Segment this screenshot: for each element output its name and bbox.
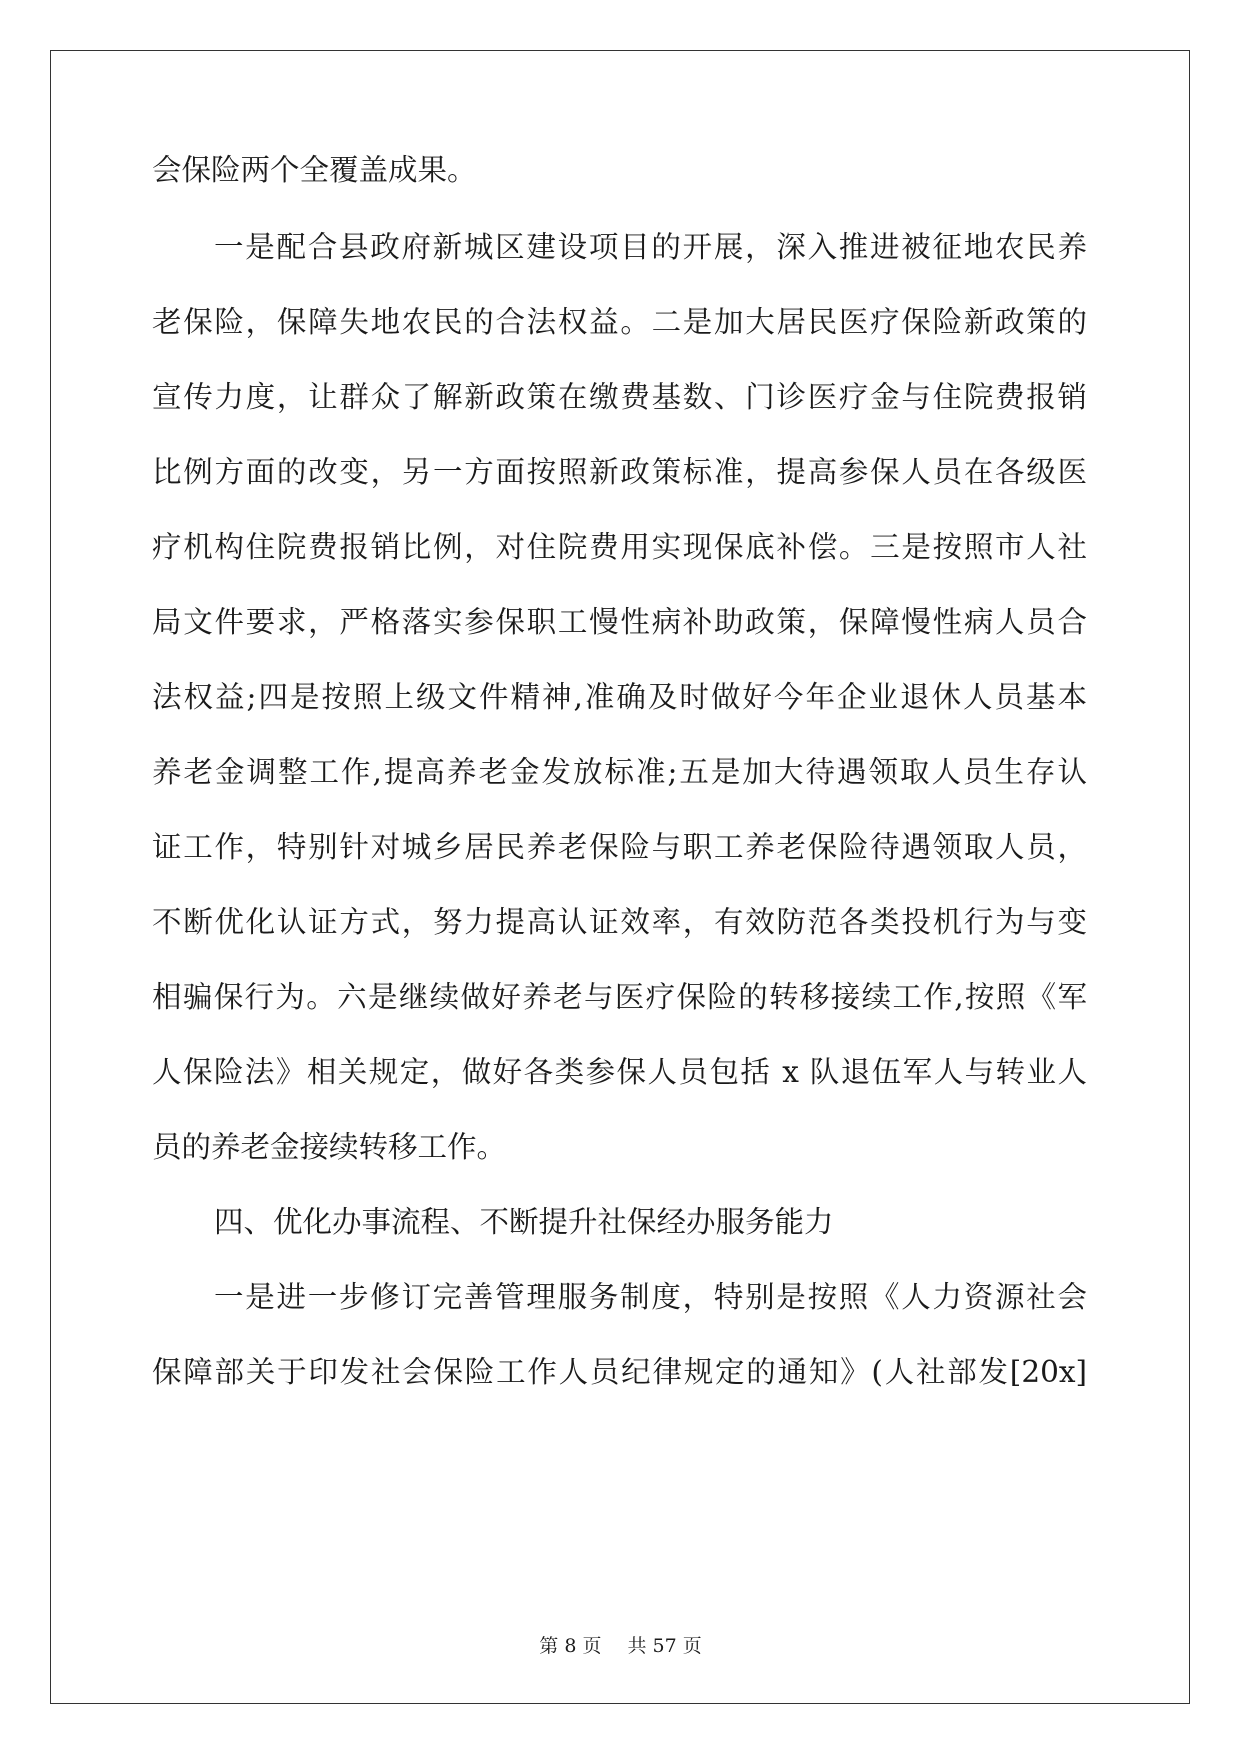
text-line: 证工作，特别针对城乡居民养老保险与职工养老保险待遇领取人员， bbox=[152, 830, 1087, 864]
text-line: 养老金调整工作,提高养老金发放标准;五是加大待遇领取人员生存认 bbox=[152, 755, 1087, 789]
text-line: 员的养老金接续转移工作。 bbox=[152, 1130, 507, 1164]
text-line: 局文件要求，严格落实参保职工慢性病补助政策，保障慢性病人员合 bbox=[152, 605, 1087, 639]
page-total: 共 57 页 bbox=[627, 1635, 702, 1657]
text-line: 宣传力度，让群众了解新政策在缴费基数、门诊医疗金与住院费报销 bbox=[152, 380, 1087, 414]
page-border bbox=[50, 50, 1190, 1704]
text-line: 一是配合县政府新城区建设项目的开展，深入推进被征地农民养 bbox=[214, 230, 1087, 264]
text-line: 疗机构住院费报销比例，对住院费用实现保底补偿。三是按照市人社 bbox=[152, 530, 1087, 564]
text-line: 不断优化认证方式，努力提高认证效率，有效防范各类投机行为与变 bbox=[152, 905, 1087, 939]
text-line: 会保险两个全覆盖成果。 bbox=[152, 153, 477, 187]
text-line: 一是进一步修订完善管理服务制度，特别是按照《人力资源社会 bbox=[214, 1280, 1087, 1314]
section-heading: 四、优化办事流程、不断提升社保经办服务能力 bbox=[214, 1205, 834, 1239]
text-line: 相骗保行为。六是继续做好养老与医疗保险的转移接续工作,按照《军 bbox=[152, 980, 1087, 1014]
page-footer bbox=[0, 1634, 1241, 1658]
text-line: 比例方面的改变，另一方面按照新政策标准，提高参保人员在各级医 bbox=[152, 455, 1087, 489]
text-line: 法权益;四是按照上级文件精神,准确及时做好今年企业退休人员基本 bbox=[152, 680, 1087, 714]
text-line: 老保险，保障失地农民的合法权益。二是加大居民医疗保险新政策的 bbox=[152, 305, 1087, 339]
text-line: 人保险法》相关规定，做好各类参保人员包括 x 队退伍军人与转业人 bbox=[152, 1055, 1087, 1089]
text-line: 保障部关于印发社会保险工作人员纪律规定的通知》(人社部发[20x] bbox=[152, 1355, 1087, 1389]
page-number: 第 8 页 bbox=[539, 1635, 602, 1657]
